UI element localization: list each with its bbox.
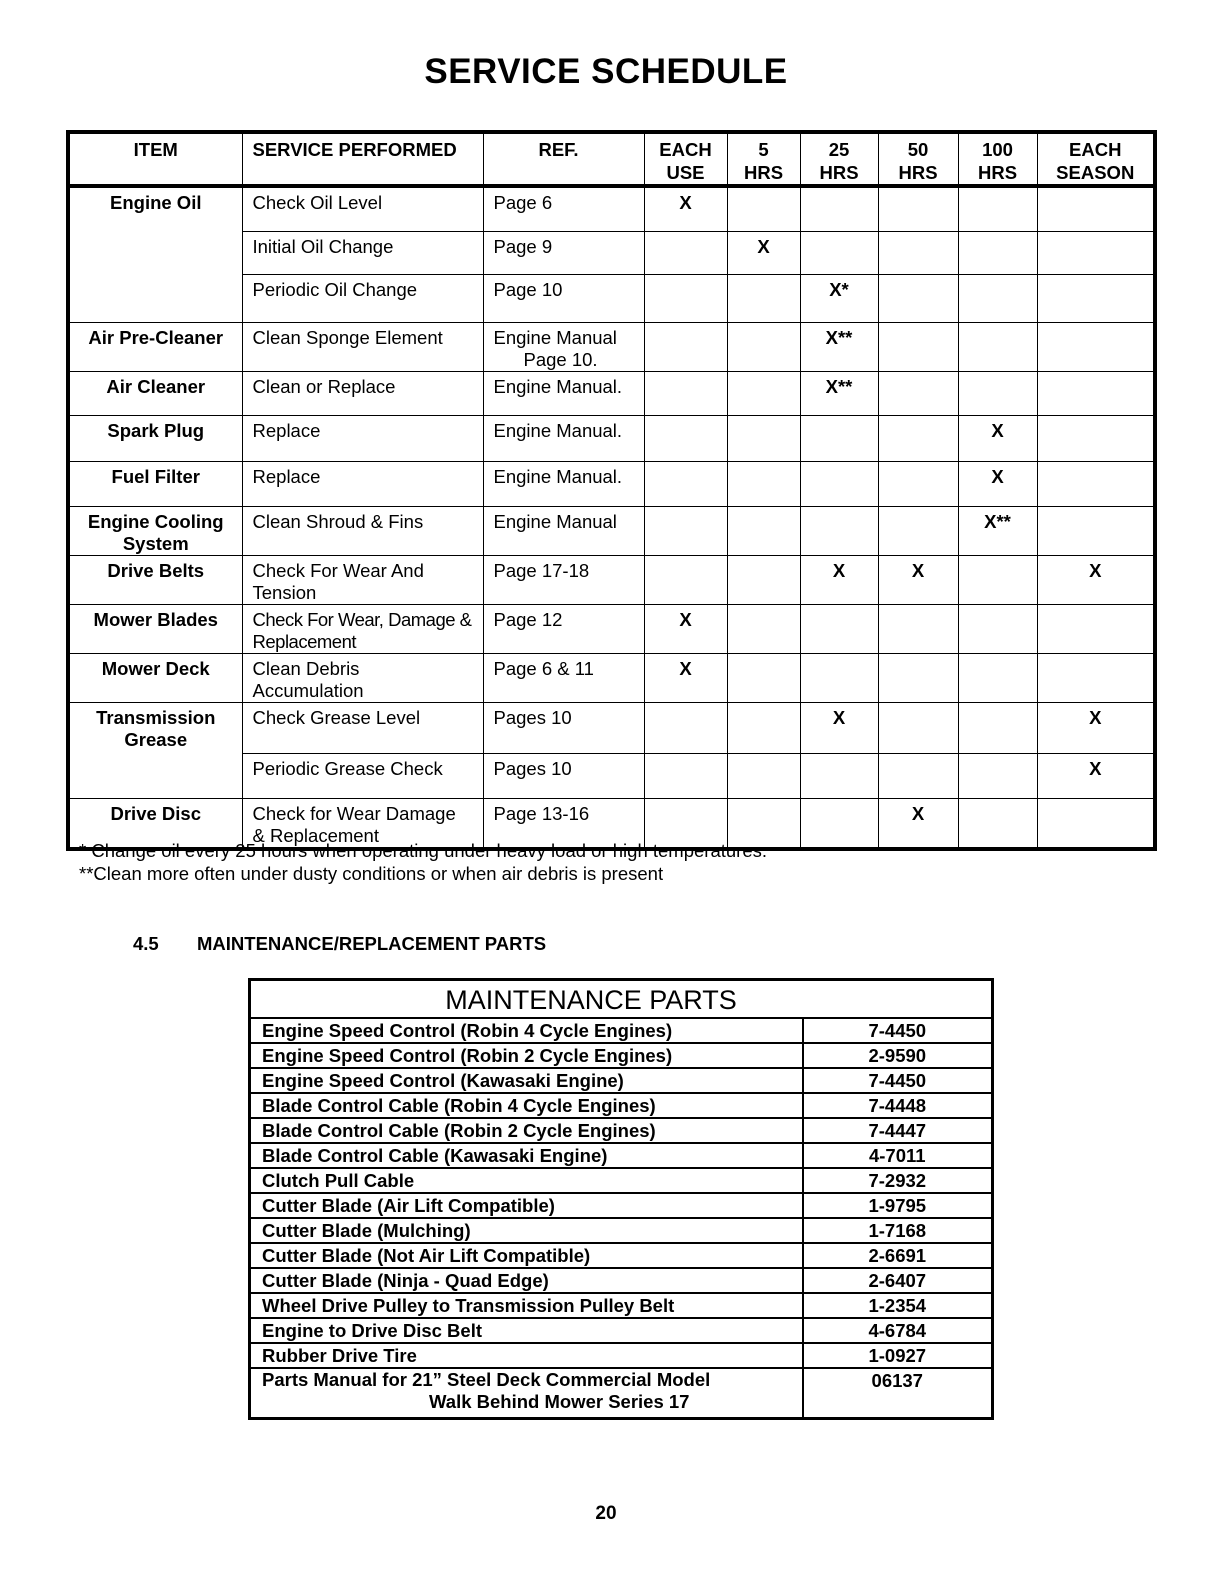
parts-row: [250, 1043, 993, 1068]
parts-row: [250, 1193, 993, 1218]
mark-100-hrs: [958, 555, 1037, 604]
parts-row: [250, 1118, 993, 1143]
maintenance-parts-table: [248, 978, 994, 1420]
mark-100-hrs: [958, 274, 1037, 322]
mark-5-hrs: [727, 371, 800, 415]
mark-each-season: [1037, 186, 1155, 231]
mark-50-hrs: [878, 702, 958, 753]
schedule-row: [68, 555, 1155, 604]
part-description: Cutter Blade (Not Air Lift Compatible): [250, 1243, 803, 1268]
mark-50-hrs: [878, 604, 958, 653]
mark-100-hrs: X: [958, 415, 1037, 461]
part-description: Parts Manual for 21” Steel Deck Commercial Model Walk Behind Mower Series 17: [250, 1368, 803, 1418]
mark-each-season: [1037, 415, 1155, 461]
ref-cell: Engine Manual Page 10.: [483, 322, 644, 371]
mark-each-season: X: [1037, 702, 1155, 753]
service-cell: Check Oil Level: [242, 186, 483, 231]
ref-cell: Pages 10: [483, 753, 644, 798]
part-number: 4-7011: [803, 1143, 993, 1168]
item-cell: Engine Oil: [68, 186, 242, 322]
mark-25-hrs: [800, 653, 878, 702]
service-cell: Periodic Grease Check: [242, 753, 483, 798]
item-cell: Air Pre-Cleaner: [68, 322, 242, 371]
mark-100-hrs: [958, 702, 1037, 753]
mark-25-hrs: [800, 186, 878, 231]
mark-each-season: X: [1037, 555, 1155, 604]
part-number: 4-6784: [803, 1318, 993, 1343]
mark-each-season: [1037, 231, 1155, 274]
item-cell: Drive Disc: [68, 798, 242, 849]
part-number: 7-4450: [803, 1018, 993, 1043]
part-description: Cutter Blade (Air Lift Compatible): [250, 1193, 803, 1218]
item-cell: Drive Belts: [68, 555, 242, 604]
mark-100-hrs: X**: [958, 506, 1037, 555]
item-cell: Fuel Filter: [68, 461, 242, 506]
header-5-hrs: 5 HRS: [727, 132, 800, 186]
mark-25-hrs: X: [800, 702, 878, 753]
schedule-row: [68, 506, 1155, 555]
part-description: Clutch Pull Cable: [250, 1168, 803, 1193]
schedule-row: [68, 604, 1155, 653]
service-cell: Check For Wear And Tension: [242, 555, 483, 604]
mark-100-hrs: [958, 186, 1037, 231]
mark-each-use: [644, 702, 727, 753]
part-description: Wheel Drive Pulley to Transmission Pulley Belt: [250, 1293, 803, 1318]
mark-100-hrs: [958, 653, 1037, 702]
footnote-oil: * Change oil every 25 hours when operating under heavy load or high temperatures.: [79, 840, 768, 861]
mark-5-hrs: [727, 653, 800, 702]
mark-25-hrs: [800, 798, 878, 849]
header-25-hrs: 25 HRS: [800, 132, 878, 186]
mark-50-hrs: [878, 231, 958, 274]
mark-100-hrs: [958, 322, 1037, 371]
ref-cell: Page 6 & 11: [483, 653, 644, 702]
mark-each-use: [644, 506, 727, 555]
schedule-row: [68, 371, 1155, 415]
mark-50-hrs: [878, 322, 958, 371]
mark-each-season: [1037, 274, 1155, 322]
mark-50-hrs: [878, 274, 958, 322]
header-item: ITEM: [68, 132, 242, 186]
mark-50-hrs: [878, 415, 958, 461]
mark-each-use: [644, 415, 727, 461]
service-cell: Clean Shroud & Fins: [242, 506, 483, 555]
mark-each-season: X: [1037, 753, 1155, 798]
header-ref: REF.: [483, 132, 644, 186]
mark-50-hrs: [878, 186, 958, 231]
mark-25-hrs: [800, 506, 878, 555]
mark-each-use: [644, 753, 727, 798]
parts-row: [250, 1243, 993, 1268]
item-cell: Spark Plug: [68, 415, 242, 461]
parts-row: [250, 1068, 993, 1093]
ref-cell: Engine Manual: [483, 506, 644, 555]
part-description: Engine Speed Control (Robin 2 Cycle Engines): [250, 1043, 803, 1068]
item-cell: Mower Blades: [68, 604, 242, 653]
item-cell: Transmission Grease: [68, 702, 242, 798]
schedule-row: [68, 186, 1155, 231]
header-100-hrs: 100 HRS: [958, 132, 1037, 186]
mark-50-hrs: [878, 753, 958, 798]
mark-each-use: X: [644, 186, 727, 231]
mark-25-hrs: [800, 604, 878, 653]
mark-each-use: X: [644, 653, 727, 702]
service-cell: Check Grease Level: [242, 702, 483, 753]
mark-each-season: [1037, 322, 1155, 371]
mark-each-season: [1037, 604, 1155, 653]
mark-50-hrs: [878, 371, 958, 415]
section-heading: [133, 933, 546, 955]
parts-row: [250, 1268, 993, 1293]
ref-cell: Page 9: [483, 231, 644, 274]
mark-each-season: [1037, 798, 1155, 849]
mark-5-hrs: [727, 555, 800, 604]
schedule-header-row: [68, 132, 1155, 186]
part-description: Engine Speed Control (Robin 4 Cycle Engines): [250, 1018, 803, 1043]
service-cell: Clean or Replace: [242, 371, 483, 415]
parts-row: [250, 1018, 993, 1043]
service-cell: Replace: [242, 415, 483, 461]
mark-50-hrs: X: [878, 798, 958, 849]
mark-50-hrs: [878, 653, 958, 702]
schedule-row: [68, 653, 1155, 702]
ref-cell: Engine Manual.: [483, 371, 644, 415]
mark-25-hrs: X**: [800, 322, 878, 371]
item-cell: Mower Deck: [68, 653, 242, 702]
ref-cell: Page 13-16: [483, 798, 644, 849]
schedule-row: [68, 322, 1155, 371]
mark-100-hrs: [958, 231, 1037, 274]
part-number: 7-4448: [803, 1093, 993, 1118]
header-service-performed: SERVICE PERFORMED: [242, 132, 483, 186]
part-description: Blade Control Cable (Robin 2 Cycle Engines): [250, 1118, 803, 1143]
service-schedule-table: [66, 130, 1157, 851]
mark-50-hrs: [878, 461, 958, 506]
mark-each-season: [1037, 461, 1155, 506]
part-number: 1-9795: [803, 1193, 993, 1218]
mark-50-hrs: X: [878, 555, 958, 604]
parts-row: [250, 1343, 993, 1368]
mark-each-season: [1037, 506, 1155, 555]
mark-each-use: X: [644, 604, 727, 653]
ref-cell: Page 12: [483, 604, 644, 653]
part-number: 06137: [803, 1368, 993, 1418]
mark-100-hrs: [958, 798, 1037, 849]
service-cell: Check For Wear, Damage & Replacement: [242, 604, 483, 653]
part-description: Rubber Drive Tire: [250, 1343, 803, 1368]
parts-row: [250, 1318, 993, 1343]
part-number: 1-2354: [803, 1293, 993, 1318]
service-cell: Check for Wear Damage & Replacement: [242, 798, 483, 849]
mark-5-hrs: [727, 753, 800, 798]
ref-cell: Engine Manual.: [483, 461, 644, 506]
part-number: 1-7168: [803, 1218, 993, 1243]
schedule-row: [68, 461, 1155, 506]
service-cell: Clean Debris Accumulation: [242, 653, 483, 702]
mark-100-hrs: X: [958, 461, 1037, 506]
service-cell: Replace: [242, 461, 483, 506]
part-number: 2-6691: [803, 1243, 993, 1268]
schedule-row: [68, 702, 1155, 753]
mark-5-hrs: [727, 322, 800, 371]
parts-row: [250, 1218, 993, 1243]
mark-each-season: [1037, 653, 1155, 702]
part-number: 7-4447: [803, 1118, 993, 1143]
mark-each-use: [644, 555, 727, 604]
mark-25-hrs: [800, 753, 878, 798]
part-number: 1-0927: [803, 1343, 993, 1368]
ref-cell: Page 6: [483, 186, 644, 231]
mark-25-hrs: X*: [800, 274, 878, 322]
service-cell: Periodic Oil Change: [242, 274, 483, 322]
mark-5-hrs: [727, 506, 800, 555]
header-50-hrs: 50 HRS: [878, 132, 958, 186]
part-number: 2-6407: [803, 1268, 993, 1293]
section-title: MAINTENANCE/REPLACEMENT PARTS: [197, 933, 547, 954]
mark-each-use: [644, 371, 727, 415]
service-cell: Initial Oil Change: [242, 231, 483, 274]
mark-25-hrs: [800, 461, 878, 506]
item-cell: Engine Cooling System: [68, 506, 242, 555]
parts-row: [250, 1168, 993, 1193]
item-cell: Air Cleaner: [68, 371, 242, 415]
page-number: 20: [595, 1503, 617, 1524]
mark-5-hrs: [727, 604, 800, 653]
mark-5-hrs: [727, 461, 800, 506]
schedule-row: [68, 415, 1155, 461]
mark-25-hrs: [800, 415, 878, 461]
ref-cell: Pages 10: [483, 702, 644, 753]
mark-5-hrs: [727, 186, 800, 231]
part-description: Cutter Blade (Mulching): [250, 1218, 803, 1243]
parts-table-title: MAINTENANCE PARTS: [250, 980, 993, 1019]
mark-50-hrs: [878, 506, 958, 555]
part-number: 2-9590: [803, 1043, 993, 1068]
parts-row-manual: [250, 1368, 993, 1418]
service-cell: Clean Sponge Element: [242, 322, 483, 371]
part-description: Engine to Drive Disc Belt: [250, 1318, 803, 1343]
mark-5-hrs: [727, 274, 800, 322]
mark-25-hrs: X: [800, 555, 878, 604]
mark-100-hrs: [958, 604, 1037, 653]
part-description: Blade Control Cable (Robin 4 Cycle Engines): [250, 1093, 803, 1118]
mark-100-hrs: [958, 753, 1037, 798]
header-each-use: EACH USE: [644, 132, 727, 186]
part-number: 7-4450: [803, 1068, 993, 1093]
parts-title-row: [250, 980, 993, 1019]
mark-each-use: [644, 322, 727, 371]
ref-cell: Engine Manual.: [483, 415, 644, 461]
mark-25-hrs: X**: [800, 371, 878, 415]
section-number: 4.5: [133, 933, 159, 954]
mark-25-hrs: [800, 231, 878, 274]
mark-5-hrs: X: [727, 231, 800, 274]
mark-each-use: [644, 274, 727, 322]
parts-row: [250, 1143, 993, 1168]
footnote-dust: **Clean more often under dusty conditions or when air debris is present: [79, 863, 664, 884]
parts-row: [250, 1293, 993, 1318]
mark-each-use: [644, 231, 727, 274]
ref-cell: Page 10: [483, 274, 644, 322]
header-each-season: EACH SEASON: [1037, 132, 1155, 186]
mark-each-season: [1037, 371, 1155, 415]
page-title: SERVICE SCHEDULE: [424, 52, 788, 91]
ref-cell: Page 17-18: [483, 555, 644, 604]
part-description: Engine Speed Control (Kawasaki Engine): [250, 1068, 803, 1093]
part-number: 7-2932: [803, 1168, 993, 1193]
part-description: Blade Control Cable (Kawasaki Engine): [250, 1143, 803, 1168]
part-description: Cutter Blade (Ninja - Quad Edge): [250, 1268, 803, 1293]
mark-5-hrs: [727, 415, 800, 461]
mark-100-hrs: [958, 371, 1037, 415]
mark-5-hrs: [727, 702, 800, 753]
mark-each-use: [644, 461, 727, 506]
parts-row: [250, 1093, 993, 1118]
